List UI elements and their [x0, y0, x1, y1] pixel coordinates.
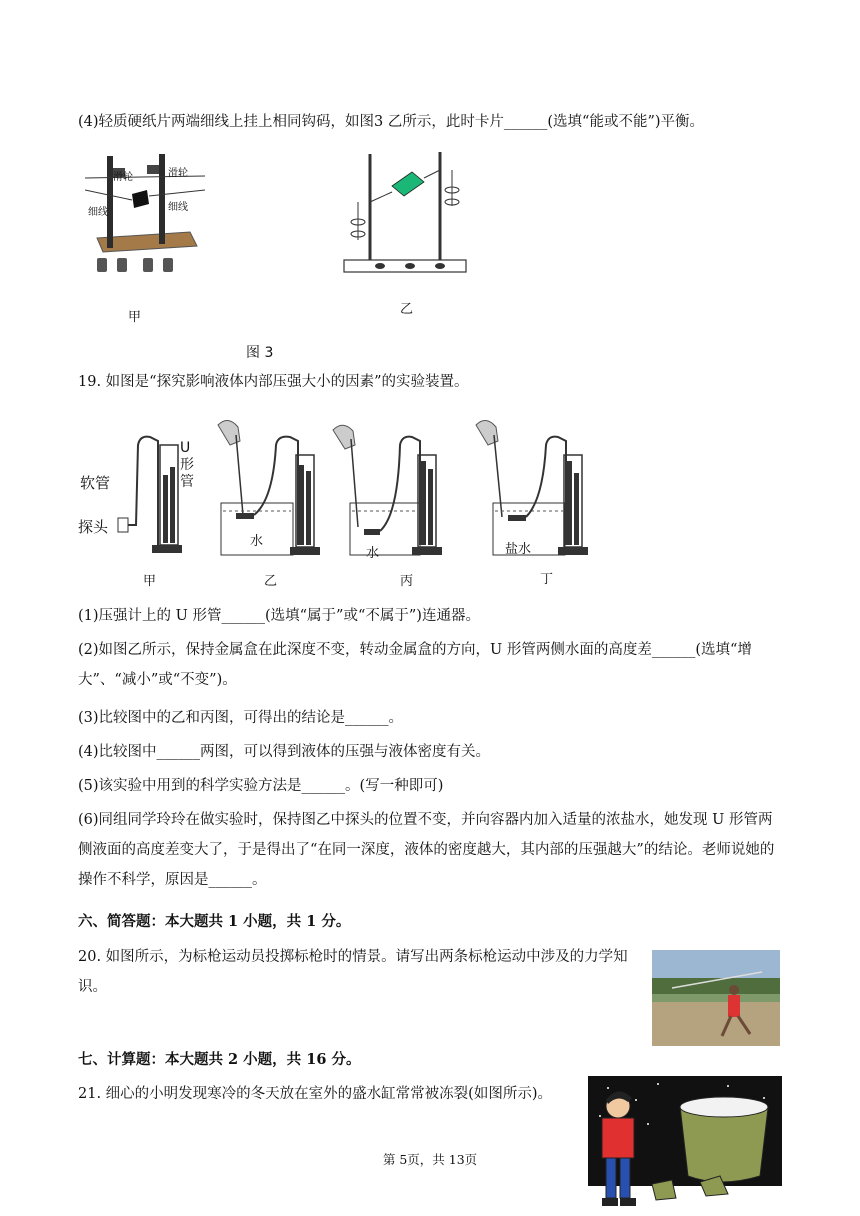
figure3-yi-apparatus: [340, 150, 470, 275]
q20-text: 20. 如图所示，为标枪运动员投掷标枪时的情景。请写出两条标枪运动中涉及的力学知识。: [78, 949, 628, 995]
frozen-water-vat-picture: [588, 1076, 782, 1214]
q19-part2: (2)如图乙所示，保持金属盒在此深度不变，转动金属盒的方向，U 形管两侧水面的高度差______(选填“增大”、“减小”或“不变”)。: [78, 642, 752, 688]
q18-part4: (4)轻质硬纸片两端细线上挂上相同钩码，如图3 乙所示，此时卡片______(选填“能或不能”)平衡。: [78, 114, 705, 130]
pulley-label-right: 滑轮: [168, 168, 188, 179]
water-label-yi: 水: [250, 534, 264, 549]
figure19-ding-label: 丁: [540, 572, 554, 587]
q19-part4: (4)比较图中______两图，可以得到液体的压强与液体密度有关。: [78, 744, 491, 760]
water-label-bing: 水: [366, 546, 380, 561]
salt-water-label: 盐水: [505, 542, 532, 557]
q19-part6: (6)同组同学玲玲在做实验时，保持图乙中探头的位置不变，并向容器内加入适量的浓盐水，她发现 U 形管两侧液面的高度差变大了，于是得出了“在同一深度，液体的密度越大，其内部的压强越大”的结论。老师说她的操作不科学，原因是______。: [78, 812, 775, 888]
figure3-jia-label: 甲: [128, 310, 142, 325]
javelin-photo: [652, 950, 780, 1046]
figure19-jia-label: 甲: [143, 574, 157, 589]
figure3-caption: 图 3: [246, 345, 274, 361]
figure19-yi-label: 乙: [264, 574, 278, 589]
q19-part1: (1)压强计上的 U 形管______(选填“属于”或“不属于”)连通器。: [78, 608, 480, 624]
q19-part5: (5)该实验中用到的科学实验方法是______。(写一种即可): [78, 778, 444, 794]
section6-heading: 六、简答题：本大题共 1 小题，共 1 分。: [78, 913, 351, 930]
u-tube-label: U形管: [180, 440, 194, 490]
soft-tube-label: 软管: [80, 474, 111, 492]
pulley-label-left: 滑轮: [113, 172, 133, 183]
thread-label-left: 细线: [88, 207, 108, 218]
q19-part3: (3)比较图中的乙和丙图，可得出的结论是______。: [78, 710, 404, 726]
figure19-bing-label: 丙: [400, 574, 414, 589]
q21-text: 21. 细心的小明发现寒冷的冬天放在室外的盛水缸常常被冻裂(如图所示)。: [78, 1086, 552, 1102]
thread-label-right: 细线: [168, 202, 188, 213]
probe-label: 探头: [78, 518, 109, 536]
q19-intro: 19. 如图是“探究影响液体内部压强大小的因素”的实验装置。: [78, 374, 469, 390]
figure3-yi-label: 乙: [400, 302, 414, 317]
section7-heading: 七、计算题：本大题共 2 小题，共 16 分。: [78, 1051, 361, 1068]
page-footer: 第 5页，共 13页: [382, 1152, 478, 1167]
